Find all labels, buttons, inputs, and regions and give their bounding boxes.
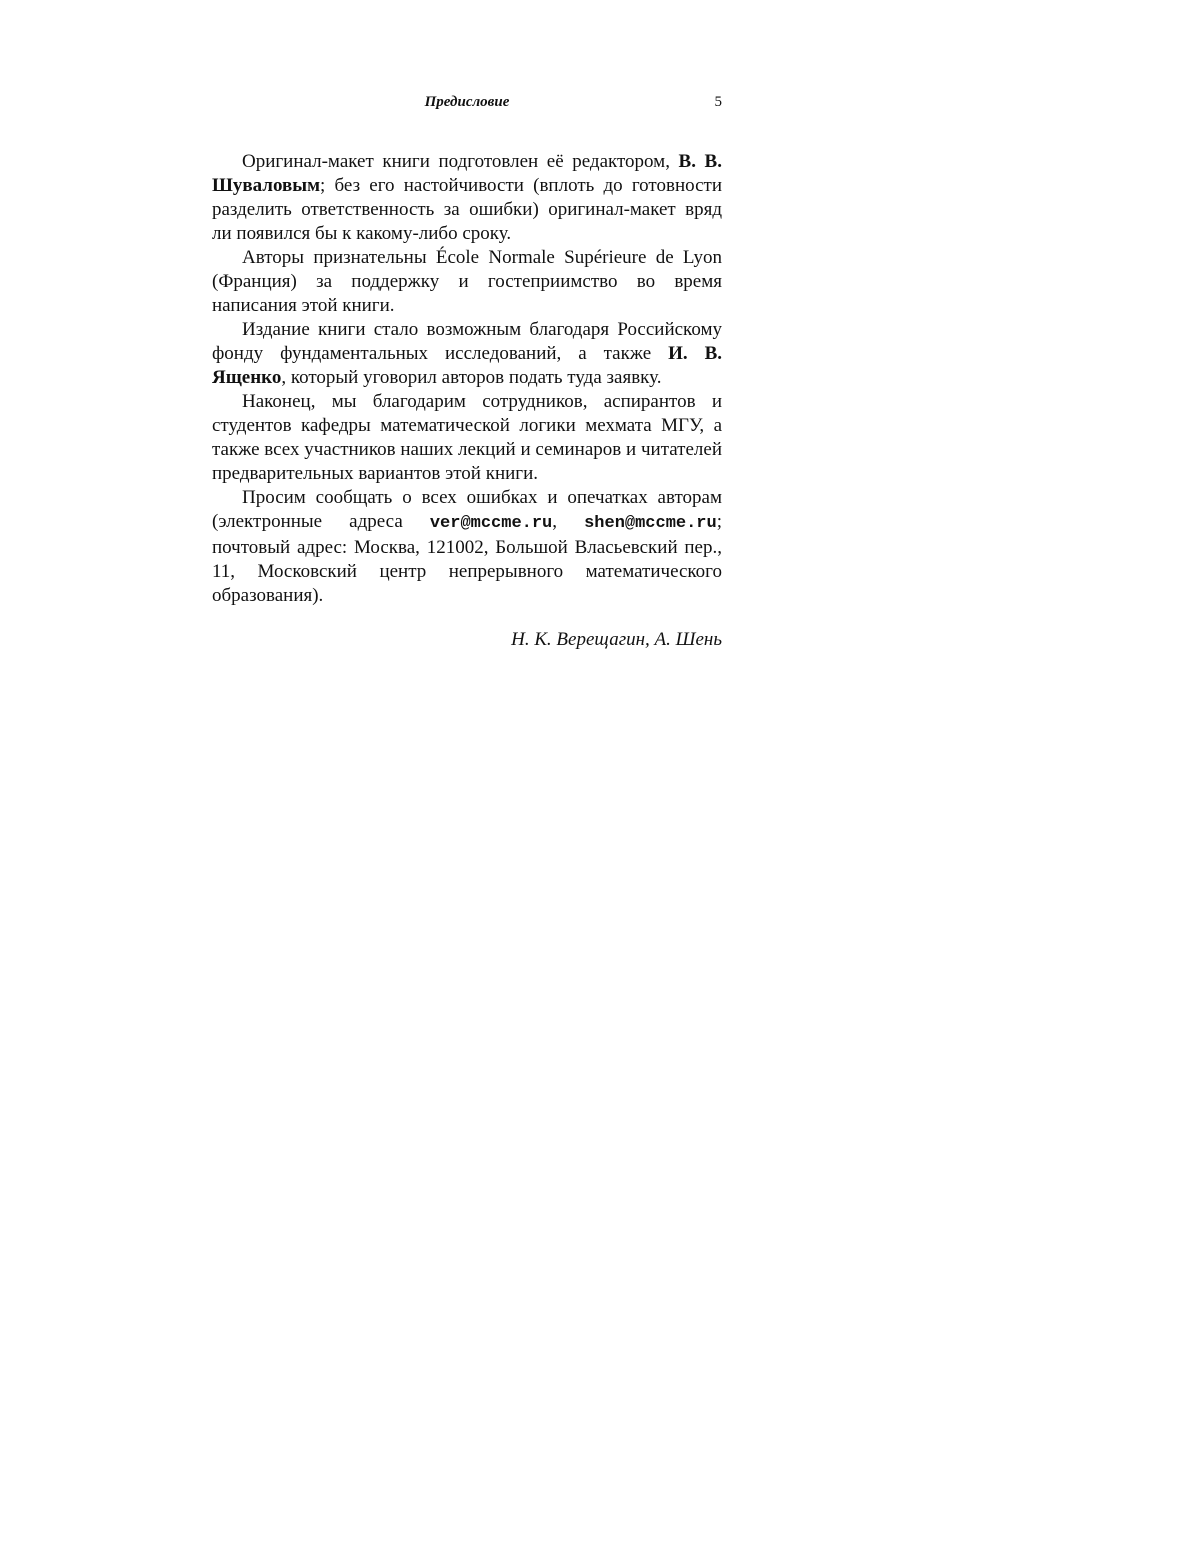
editor-name: В. В. Шуваловым <box>212 151 722 196</box>
paragraph-text: Просим сообщать о всех ошибках и опечатках авторам (электронные адреса <box>212 487 722 532</box>
paragraph-editor-thanks <box>212 150 722 246</box>
paragraph-text: Издание книги стало возможным благодаря Российскому фонду фундаментальных исследований, а также <box>212 319 722 364</box>
paragraph-funding-thanks <box>212 318 722 390</box>
paragraph-text: ; почтовый адрес: Москва, 121002, Большой Власьевский пер., 11, Московский центр непрерывного математического образования). <box>212 511 722 606</box>
email-shen-link[interactable]: shen@mccme.ru <box>584 514 717 533</box>
authors-signature: Н. К. Верещагин, А. Шень <box>511 629 722 650</box>
paragraph-colleagues-thanks: Наконец, мы благодарим сотрудников, аспирантов и студентов кафедры математической логики мехмата МГУ, а также всех участников наших лекций и семинаров и читателей предварительных вариантов этой книги. <box>212 391 722 484</box>
email-ver-link[interactable]: ver@mccme.ru <box>429 514 553 533</box>
paragraph-ens-thanks: Авторы признательны École Normale Supérieure de Lyon (Франция) за поддержку и гостеприимство во время написания этой книги. <box>212 247 722 316</box>
running-head <box>212 90 722 112</box>
separator: , <box>552 511 585 532</box>
paragraph-text: , который уговорил авторов подать туда заявку. <box>281 367 662 388</box>
paragraph-text: ; без его настойчивости (вплоть до готовности разделить ответственность за ошибки) оригинал-макет вряд ли появился бы к какому-либо сроку. <box>212 175 722 244</box>
running-title: Предисловие <box>424 94 510 110</box>
person-name: И. В. Ященко <box>212 343 723 388</box>
paragraph-text: Оригинал-макет книги подготовлен её редактором, <box>242 151 679 172</box>
book-page <box>212 90 722 652</box>
page-number: 5 <box>714 94 722 110</box>
paragraph-contact <box>212 486 722 608</box>
